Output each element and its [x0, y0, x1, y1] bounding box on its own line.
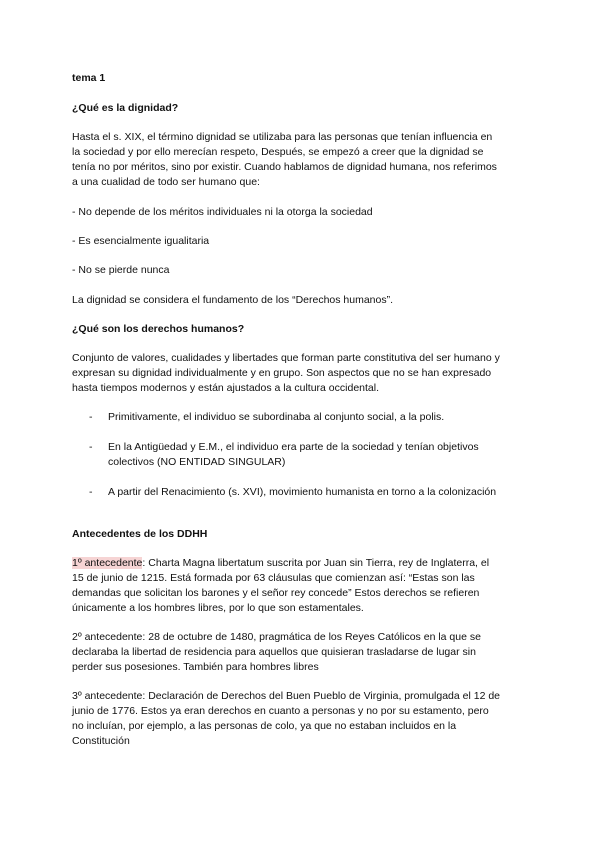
paragraph-line: 15 de junio de 1215. Está formada por 63 cláusulas que comienzan así: “Estas son las: [72, 572, 475, 584]
paragraph-line: Hasta el s. XIX, el término dignidad se utilizaba para las personas que tenían influencia en: [72, 131, 493, 143]
paragraph-line: junio de 1776. Estos ya eran derechos en cuanto a personas y no por su estamento, pero: [72, 705, 489, 717]
paragraph-line: perder sus posesiones. También para hombres libres: [72, 661, 319, 673]
doc-title: tema 1: [72, 72, 106, 84]
paragraph-line: la sociedad y por ello merecían respeto, Después, se empezó a creer que la dignidad se: [72, 146, 484, 158]
paragraph-line: a una cualidad de todo ser humano que:: [72, 176, 260, 188]
paragraph-line: declaraba la libertad de residencia para aquellos que quisieran trasladarse de lugar sin: [72, 646, 476, 658]
list-item: Primitivamente, el individuo se subordinaba al conjunto social, a la polis.: [108, 411, 445, 423]
bullet-item: - No depende de los méritos individuales ni la otorga la sociedad: [72, 206, 373, 218]
list-item-continuation: colectivos (NO ENTIDAD SINGULAR): [108, 456, 286, 468]
paragraph-line: 2º antecedente: 28 de octubre de 1480, pragmática de los Reyes Católicos en la que se: [72, 631, 481, 643]
list-item: En la Antigüedad y E.M., el individuo era parte de la sociedad y tenían objetivos: [108, 441, 479, 453]
heading-dignity: ¿Qué es la dignidad?: [72, 102, 179, 114]
paragraph-line: demandas que solicitan los barones y el señor rey concede” Estos derechos se refieren: [72, 587, 480, 599]
paragraph-line: hasta tiempos modernos y están ajustados a la cultura occidental.: [72, 382, 380, 394]
paragraph-line: 3º antecedente: Declaración de Derechos del Buen Pueblo de Virginia, promulgada el 12 de: [72, 690, 501, 702]
paragraph-line: Conjunto de valores, cualidades y libertades que forman parte constitutiva del ser humano y: [72, 352, 500, 364]
list-marker: -: [89, 441, 93, 453]
list-item: A partir del Renacimiento (s. XVI), movimiento humanista en torno a la colonización: [108, 486, 497, 498]
paragraph-line: expresan su dignidad individualmente y en grupo. Son aspectos que no se han expresado: [72, 367, 492, 379]
list-marker: -: [89, 411, 93, 423]
paragraph-line: [72, 556, 489, 571]
heading-human-rights: ¿Qué son los derechos humanos?: [72, 323, 245, 335]
paragraph-line: La dignidad se considera el fundamento de los “Derechos humanos”.: [72, 294, 394, 306]
paragraph-line: tenía no por méritos, sino por existir. Cuando hablamos de dignidad humana, nos referimos: [72, 161, 497, 173]
paragraph-line: no incluían, por ejemplo, a las personas de colo, ya que no estaban incluidos en la: [72, 720, 457, 732]
bullet-item: - No se pierde nunca: [72, 264, 170, 276]
bullet-item: - Es esencialmente igualitaria: [72, 235, 210, 247]
paragraph-line: únicamente a los hombres libres, por lo que son estamentales.: [72, 602, 364, 614]
highlighted-label: 1º antecedente: [72, 557, 143, 569]
text-run: : Charta Magna libertatum suscrita por Juan sin Tierra, rey de Inglaterra, el: [142, 557, 490, 569]
paragraph-line: Constitución: [72, 735, 130, 747]
heading-antecedents: Antecedentes de los DDHH: [72, 528, 208, 540]
list-marker: -: [89, 486, 93, 498]
